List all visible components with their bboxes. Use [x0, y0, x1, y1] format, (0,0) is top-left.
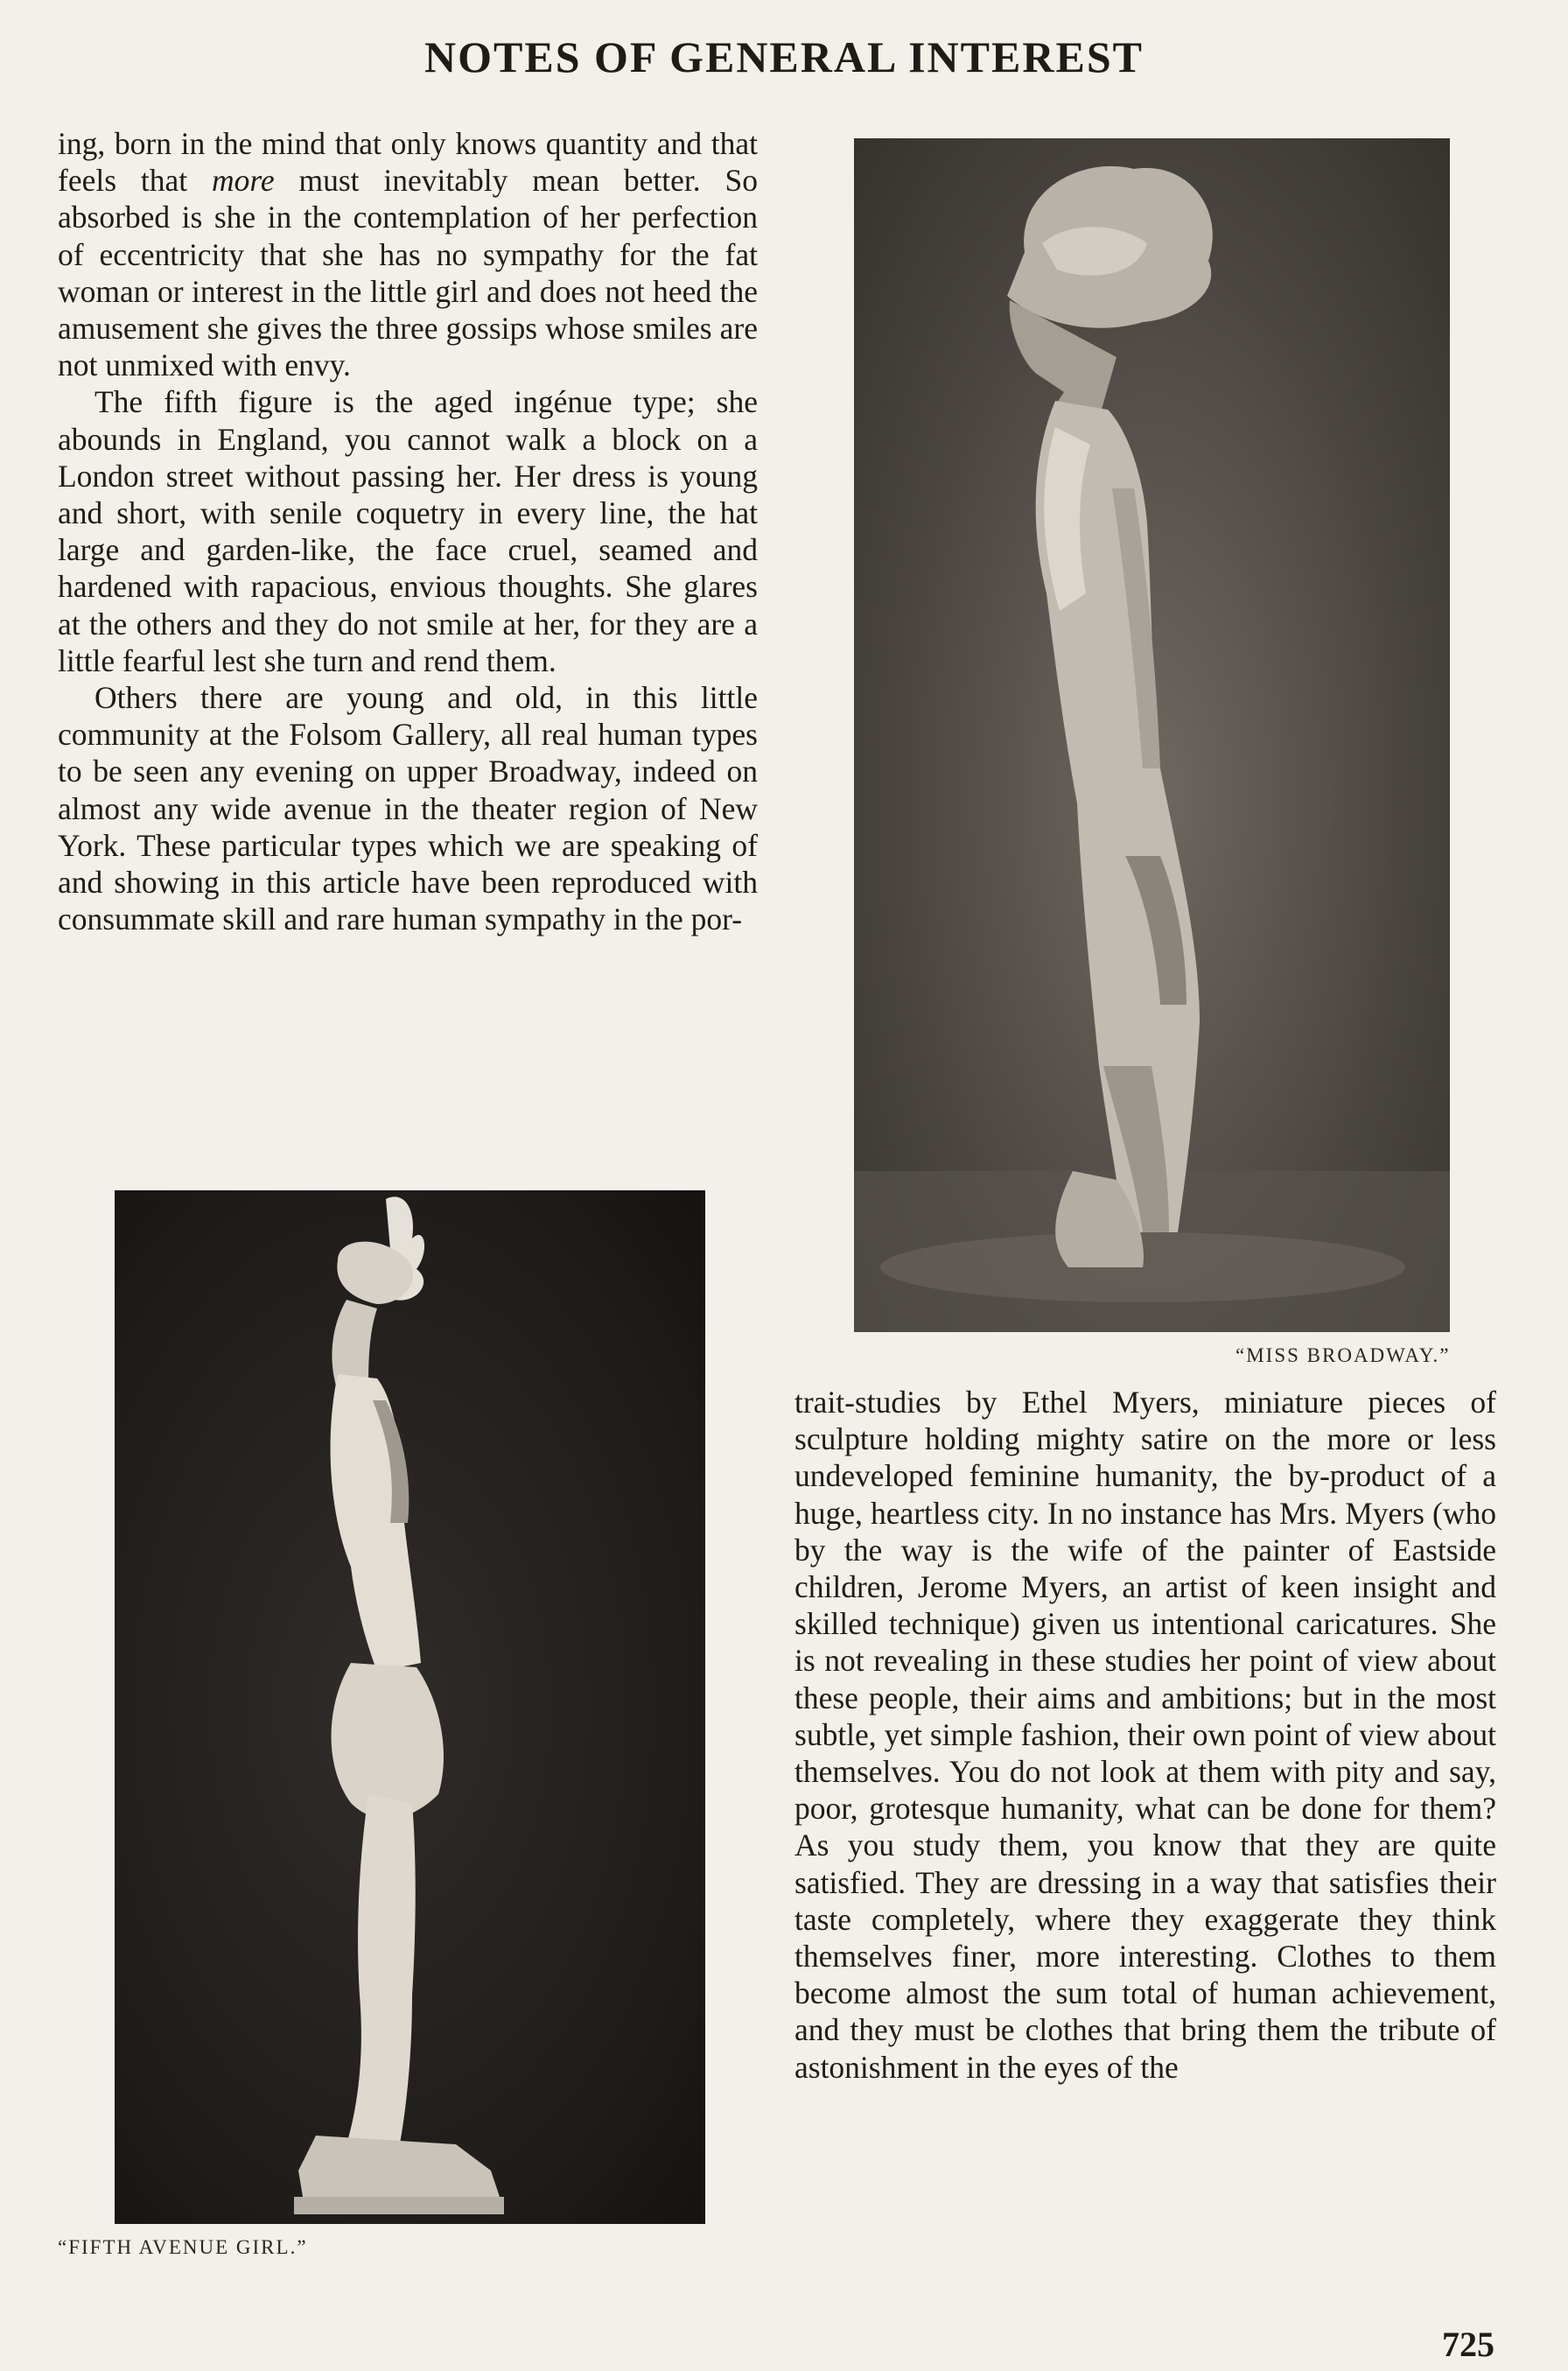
- fifth-avenue-girl-figure-illustration: [115, 1190, 705, 2224]
- page-header: NOTES OF GENERAL INTEREST: [424, 32, 1144, 81]
- fifth-avenue-girl-caption: “FIFTH AVENUE GIRL.”: [58, 2236, 308, 2258]
- right-text-column: [794, 1384, 1496, 2086]
- left-p1-rest: must inevitably mean better. So absorbed is she in the contemplation of her perfection of eccentricity that she has no sympathy for the fat woman or interest in the little girl and does not heed the amusement she gives the three gossips whose smiles are not unmixed with envy.: [58, 163, 759, 383]
- left-p1-emphasis: more: [211, 163, 275, 199]
- left-p1-start: ing, born in the mind that only knows quantity and that feels that: [58, 126, 758, 199]
- miss-broadway-photo: [854, 138, 1450, 1332]
- left-paragraph-1: [58, 125, 758, 383]
- right-paragraph-1: trait-studies by Ethel Myers, miniature pieces of sculpture holding mighty satire on the more or less undeveloped feminine humanity, the by-product of a huge, heartless city. In no instance has Mrs. Myers (who by the way is the wife of the painter of Eastside children, Jerome Myers, an artist of keen insight and skilled technique) given us intentional caricatures. She is not revealing in these studies her point of view about these people, their aims and ambitions; but in the most subtle, yet simple fashion, their own point of view about themselves. You do not look at them with pity and say, poor, grotesque humanity, what can be done for them? As you study them, you know that they are quite satisfied. They are dressing in a way that satisfies their taste completely, where they exaggerate they think themselves finer, more interesting. Clothes to them become almost the sum total of human achievement, and they must be clothes that bring them the tribute of astonishment in the eyes of the: [794, 1385, 1496, 2085]
- fifth-avenue-girl-photo: [115, 1190, 705, 2224]
- left-text-column: [58, 125, 758, 937]
- miss-broadway-caption: “MISS BROADWAY.”: [1236, 1344, 1451, 1366]
- left-paragraph-2: The fifth figure is the aged ingénue type; she abounds in England, you cannot walk a block on a London street without passing her. Her dress is young and short, with senile coquetry in every line, the hat large and garden-like, the face cruel, seamed and hardened with rapacious, envious thoughts. She glares at the others and they do not smile at her, for they are a little fearful lest she turn and rend them.: [58, 384, 758, 678]
- left-paragraph-3: Others there are young and old, in this little community at the Folsom Gallery, all real human types to be seen any evening on upper Broadway, indeed on almost any wide avenue in the theater region of New York. These particular types which we are speaking of and showing in this article have been reproduced with consummate skill and rare human sympathy in the por-: [58, 680, 758, 937]
- miss-broadway-figure-illustration: [854, 138, 1450, 1332]
- page-number: 725: [1442, 2325, 1494, 2364]
